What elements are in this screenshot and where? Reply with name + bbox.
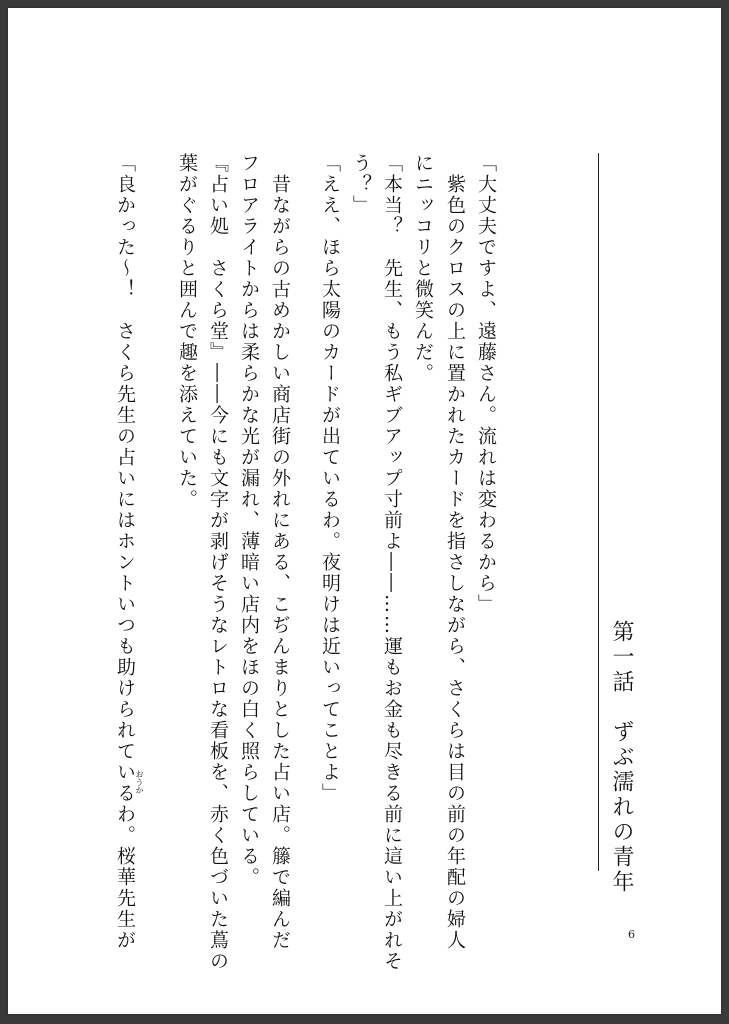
text-line-11: 「良かった～！ さくら先生の占いにはホントいつも助けられているわ。桜華先生が	[114, 153, 136, 951]
text-line-5: う？」	[350, 153, 372, 216]
page-number: 6	[628, 928, 635, 941]
text-line-6: 「ええ、ほら太陽のカードが出ているわ。夜明けは近いってことよ」	[319, 153, 341, 804]
document-page	[8, 8, 721, 1014]
text-line-10: 葉がぐるりと囲んで趣を添えていた。	[176, 153, 198, 510]
text-line-8: フロアライトからは柔らかな光が漏れ、薄暗い店内をほの白く照らしている。	[238, 153, 260, 888]
text-line-9: 『占い処 さくら堂』――今にも文字が剥げそうなレトロな看板を、赤く色づいた蔦の	[207, 153, 229, 972]
text-line-1: 「大丈夫ですよ、遠藤さん。流れは変わるから」	[475, 153, 497, 615]
text-line-2: 紫色のクロスの上に置かれたカードを指さしながら、さくらは目の前の年配の婦人	[444, 153, 466, 951]
text-line-4: 「本当？ 先生、もう私ギブアップ寸前よ――……運もお金も尽きる前に這い上がれそ	[381, 153, 403, 972]
chapter-title: 第一話 ずぶ濡れの青年	[609, 620, 634, 895]
text-line-7: 昔ながらの古めかしい商店街の外れにある、こぢんまりとした占い店。籐で編んだ	[269, 153, 291, 951]
ruby-annotation: おうか	[135, 770, 144, 794]
title-divider	[598, 153, 599, 871]
text-line-3: にニッコリと微笑んだ。	[412, 153, 434, 384]
